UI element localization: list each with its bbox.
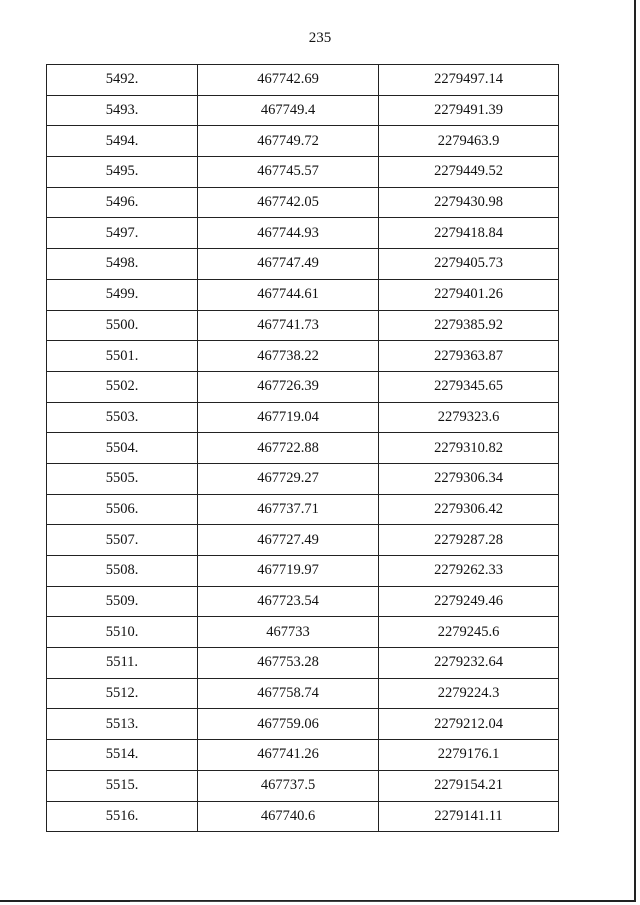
y-coordinate-cell: 2279224.3: [379, 678, 559, 709]
x-coordinate-cell: 467719.97: [198, 556, 379, 587]
table-row: [47, 341, 559, 372]
table-row: [47, 617, 559, 648]
y-coordinate-cell: 2279497.14: [379, 65, 559, 96]
x-coordinate-cell: 467745.57: [198, 157, 379, 188]
point-number-cell: 5509.: [47, 586, 198, 617]
table-row: [47, 678, 559, 709]
x-coordinate-cell: 467753.28: [198, 648, 379, 679]
x-coordinate-cell: 467744.93: [198, 218, 379, 249]
table-row: [47, 801, 559, 832]
bottom-rule: [130, 901, 550, 902]
x-coordinate-cell: 467742.69: [198, 65, 379, 96]
x-coordinate-cell: 467742.05: [198, 187, 379, 218]
point-number-cell: 5497.: [47, 218, 198, 249]
point-number-cell: 5513.: [47, 709, 198, 740]
point-number-cell: 5507.: [47, 525, 198, 556]
y-coordinate-cell: 2279249.46: [379, 586, 559, 617]
table-row: [47, 157, 559, 188]
table-row: [47, 371, 559, 402]
table-row: [47, 709, 559, 740]
table-row: [47, 249, 559, 280]
point-number-cell: 5492.: [47, 65, 198, 96]
x-coordinate-cell: 467733: [198, 617, 379, 648]
table-row: [47, 586, 559, 617]
point-number-cell: 5506.: [47, 494, 198, 525]
table-row: [47, 525, 559, 556]
table-row: [47, 279, 559, 310]
x-coordinate-cell: 467747.49: [198, 249, 379, 280]
y-coordinate-cell: 2279323.6: [379, 402, 559, 433]
y-coordinate-cell: 2279401.26: [379, 279, 559, 310]
point-number-cell: 5515.: [47, 770, 198, 801]
y-coordinate-cell: 2279306.34: [379, 463, 559, 494]
y-coordinate-cell: 2279491.39: [379, 95, 559, 126]
table-row: [47, 310, 559, 341]
point-number-cell: 5510.: [47, 617, 198, 648]
y-coordinate-cell: 2279310.82: [379, 433, 559, 464]
x-coordinate-cell: 467740.6: [198, 801, 379, 832]
table-row: [47, 126, 559, 157]
x-coordinate-cell: 467744.61: [198, 279, 379, 310]
point-number-cell: 5512.: [47, 678, 198, 709]
point-number-cell: 5501.: [47, 341, 198, 372]
table-row: [47, 556, 559, 587]
point-number-cell: 5498.: [47, 249, 198, 280]
x-coordinate-cell: 467758.74: [198, 678, 379, 709]
x-coordinate-cell: 467723.54: [198, 586, 379, 617]
y-coordinate-cell: 2279287.28: [379, 525, 559, 556]
x-coordinate-cell: 467729.27: [198, 463, 379, 494]
point-number-cell: 5516.: [47, 801, 198, 832]
point-number-cell: 5508.: [47, 556, 198, 587]
x-coordinate-cell: 467741.73: [198, 310, 379, 341]
point-number-cell: 5502.: [47, 371, 198, 402]
table-row: [47, 494, 559, 525]
y-coordinate-cell: 2279418.84: [379, 218, 559, 249]
x-coordinate-cell: 467726.39: [198, 371, 379, 402]
y-coordinate-cell: 2279262.33: [379, 556, 559, 587]
point-number-cell: 5504.: [47, 433, 198, 464]
y-coordinate-cell: 2279306.42: [379, 494, 559, 525]
table-row: [47, 218, 559, 249]
y-coordinate-cell: 2279463.9: [379, 126, 559, 157]
point-number-cell: 5495.: [47, 157, 198, 188]
table-row: [47, 740, 559, 771]
point-number-cell: 5500.: [47, 310, 198, 341]
y-coordinate-cell: 2279212.04: [379, 709, 559, 740]
table-row: [47, 187, 559, 218]
point-number-cell: 5496.: [47, 187, 198, 218]
point-number-cell: 5499.: [47, 279, 198, 310]
point-number-cell: 5505.: [47, 463, 198, 494]
table-row: [47, 65, 559, 96]
x-coordinate-cell: 467727.49: [198, 525, 379, 556]
y-coordinate-cell: 2279363.87: [379, 341, 559, 372]
table-row: [47, 770, 559, 801]
table-row: [47, 402, 559, 433]
y-coordinate-cell: 2279141.11: [379, 801, 559, 832]
x-coordinate-cell: 467749.4: [198, 95, 379, 126]
table-row: [47, 648, 559, 679]
y-coordinate-cell: 2279245.6: [379, 617, 559, 648]
point-number-cell: 5503.: [47, 402, 198, 433]
point-number-cell: 5511.: [47, 648, 198, 679]
y-coordinate-cell: 2279176.1: [379, 740, 559, 771]
y-coordinate-cell: 2279345.65: [379, 371, 559, 402]
y-coordinate-cell: 2279430.98: [379, 187, 559, 218]
y-coordinate-cell: 2279385.92: [379, 310, 559, 341]
y-coordinate-cell: 2279232.64: [379, 648, 559, 679]
x-coordinate-cell: 467749.72: [198, 126, 379, 157]
coordinates-table-body: [47, 65, 559, 832]
y-coordinate-cell: 2279154.21: [379, 770, 559, 801]
table-row: [47, 433, 559, 464]
x-coordinate-cell: 467722.88: [198, 433, 379, 464]
point-number-cell: 5514.: [47, 740, 198, 771]
page-number: 235: [308, 30, 332, 46]
table-row: [47, 463, 559, 494]
table-row: [47, 95, 559, 126]
point-number-cell: 5494.: [47, 126, 198, 157]
point-number-cell: 5493.: [47, 95, 198, 126]
y-coordinate-cell: 2279405.73: [379, 249, 559, 280]
x-coordinate-cell: 467759.06: [198, 709, 379, 740]
x-coordinate-cell: 467719.04: [198, 402, 379, 433]
x-coordinate-cell: 467737.71: [198, 494, 379, 525]
y-coordinate-cell: 2279449.52: [379, 157, 559, 188]
x-coordinate-cell: 467737.5: [198, 770, 379, 801]
coordinates-table: [46, 64, 559, 832]
x-coordinate-cell: 467738.22: [198, 341, 379, 372]
x-coordinate-cell: 467741.26: [198, 740, 379, 771]
